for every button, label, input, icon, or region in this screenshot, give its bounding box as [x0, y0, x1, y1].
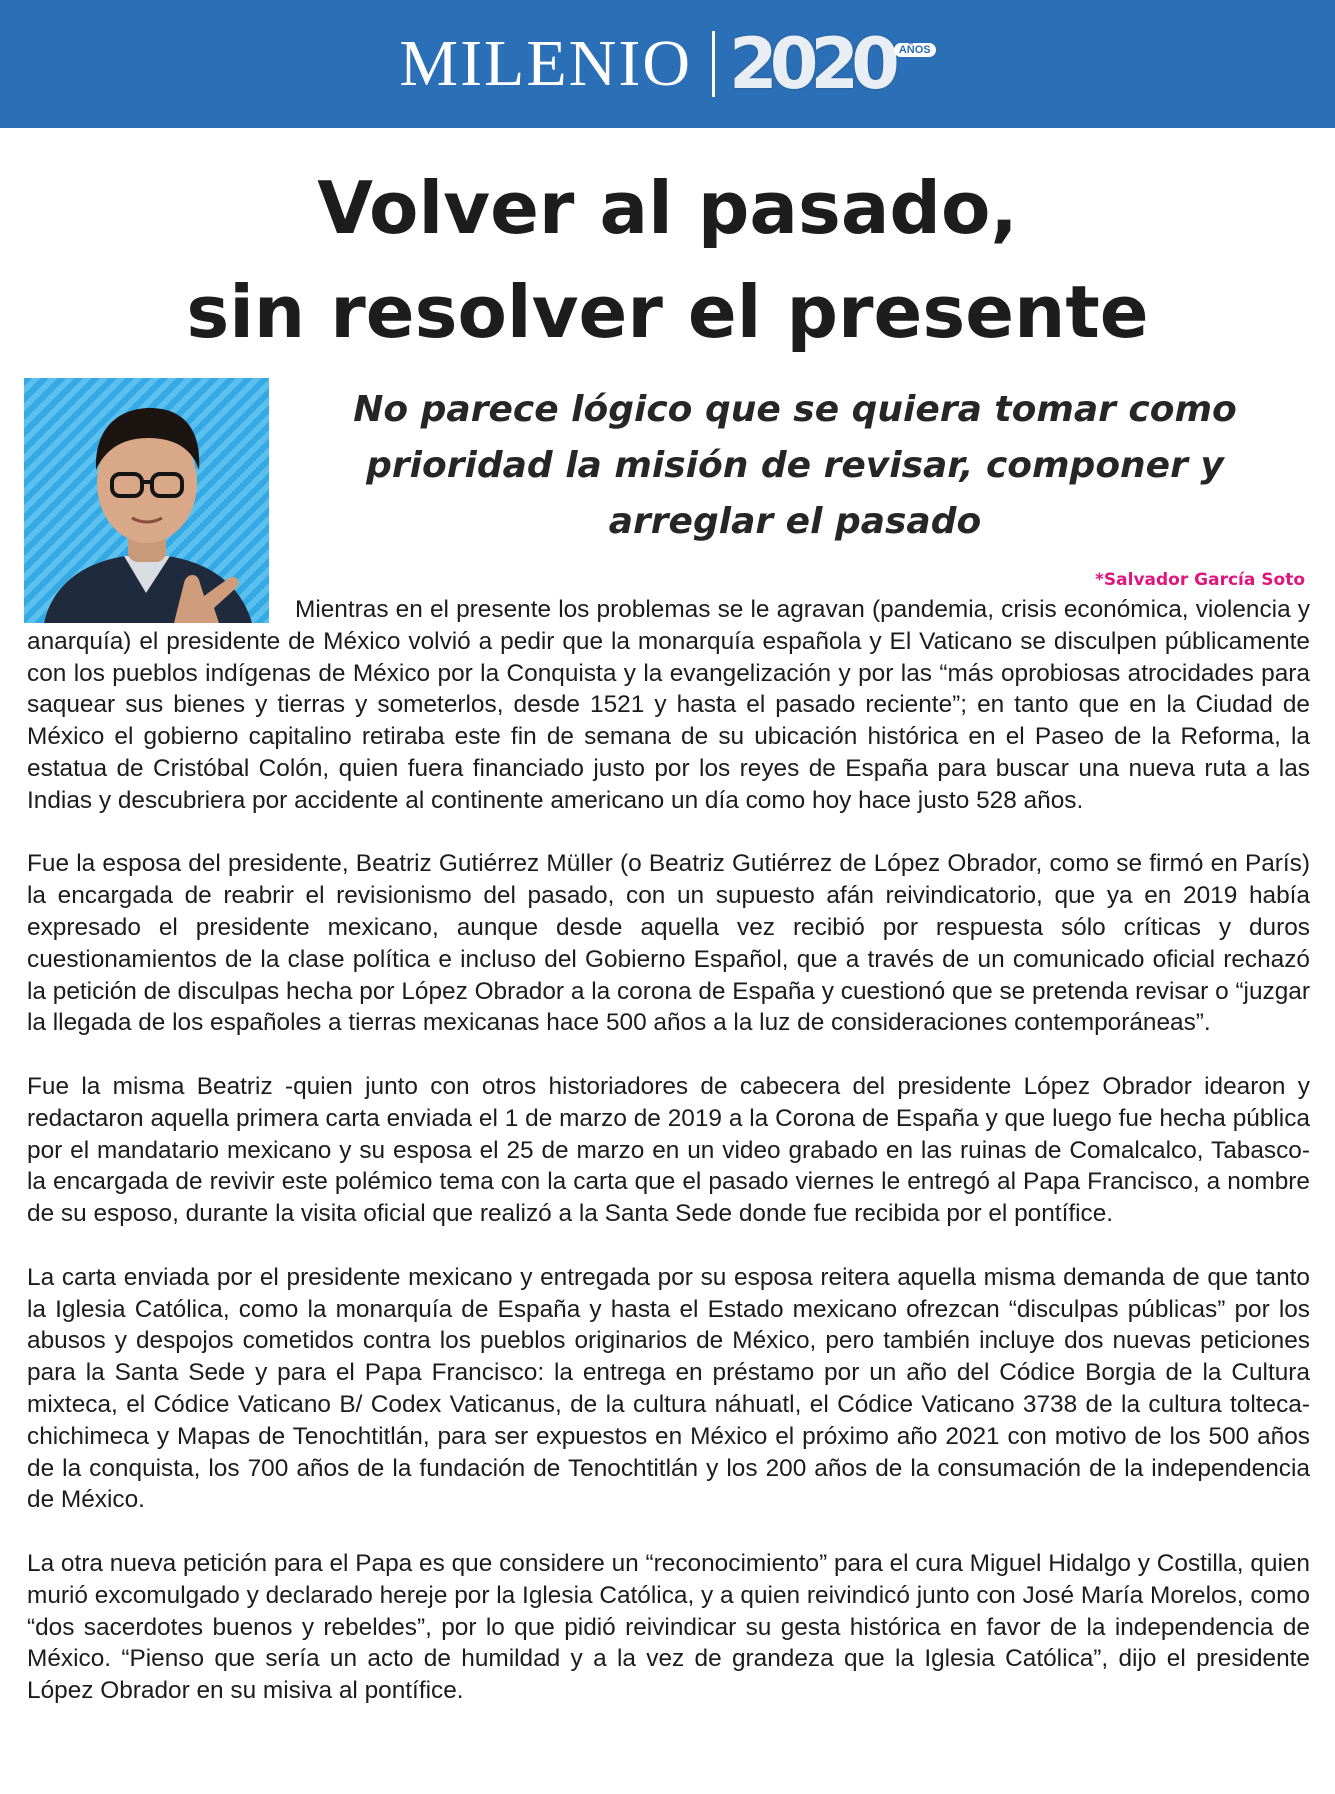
- anniversary-anos-badge: AÑOS: [894, 43, 936, 57]
- subhead-line-2: prioridad la misión de revisar, componer y: [366, 445, 1224, 486]
- paragraph-2: Fue la esposa del presidente, Beatriz Gutiérrez Müller (o Beatriz Gutiérrez de López Obrador, como se firmó en París) la encargada de reabrir el revisionismo del pasado, con un supuesto afán reivindicatorio, que ya en 2019 había expresado el presidente mexicano, aunque desde aquella vez recibió por respuesta sólo críticas y duros cuestionamientos de la clase política e incluso del Gobierno Español, que a través de un comunicado oficial rechazó la petición de disculpas hecha por López Obrador a la corona de España y cuestionó que se pretenda revisar o “juzgar la llegada de los españoles a tierras mexicanas hace 500 años a la luz de consideraciones contemporáneas”.: [27, 850, 1310, 1037]
- headline-line-2: sin resolver el presente: [186, 270, 1149, 354]
- headline-line-1: Volver al pasado,: [317, 166, 1018, 250]
- masthead-banner: [0, 0, 1335, 128]
- author-portrait-image: [24, 378, 269, 623]
- article-subheadline: [290, 382, 1300, 550]
- article-body: [27, 594, 1310, 1739]
- brand-logo-text: MILENIO: [399, 27, 692, 100]
- subhead-line-1: No parece lógico que se quiera tomar como: [353, 389, 1237, 430]
- paragraph-4: La carta enviada por el presidente mexicano y entregada por su esposa reitera aquella misma demanda de que tanto la Iglesia Católica, como la monarquía de España y hasta el Estado mexicano ofrezcan “disculpas públicas” por los abusos y despojos cometidos contra los pueblos originarios de México, pero también incluye dos nuevas peticiones para la Santa Sede y para el Papa Francisco: la entrega en préstamo por un año del Códice Borgia de la Cultura mixteca, el Códice Vaticano B/ Codex Vaticanus, de la cultura náhuatl, el Códice Vaticano 3738 de la cultura tolteca-chichimeca y Mapas de Tenochtitlán, para ser expuestos en México el próximo año 2021 con motivo de los 500 años de la conquista, los 700 años de la fundación de Tenochtitlán y los 200 años de la consumación de la independencia de México.: [27, 1263, 1310, 1514]
- paragraph-5: La otra nueva petición para el Papa es que considere un “reconocimiento” para el cura Miguel Hidalgo y Costilla, quien murió excomulgado y declarado hereje por la Iglesia Católica, y a quien reivindicó junto con José María Morelos, como “dos sacerdotes buenos y rebeldes”, por lo que pidió reivindicar su gesta histórica en favor de la independencia de México. “Pienso que sería un acto de humildad y a la vez de grandeza que la Iglesia Católica”, dijo el presidente López Obrador en su misiva al pontífice.: [27, 1549, 1310, 1705]
- author-byline: *Salvador García Soto: [1095, 570, 1305, 590]
- paragraph-1: Mientras en el presente los problemas se le agravan (pandemia, crisis económica, violencia y anarquía) el presidente de México volvió a pedir que la monarquía española y El Vaticano se disculpen públicamente con los pueblos indígenas de México por la Conquista y la evangelización y por las “más oprobiosas atrocidades para saquear sus bienes y tierras y someterlos, desde 1521 y hasta el pasado reciente”; en tanto que en la Ciudad de México el gobierno capitalino retiraba este fin de semana de su ubicación histórica en el Paseo de la Reforma, la estatua de Cristóbal Colón, quien fuera financiado justo por los reyes de España para buscar una nueva ruta a las Indias y descubriera por accidente al continente americano un día como hoy hace justo 528 años.: [27, 596, 1310, 814]
- brand-divider: [712, 31, 715, 97]
- anniversary-year-logo: 2020: [729, 23, 892, 105]
- paragraph-3: Fue la misma Beatriz -quien junto con otros historiadores de cabecera del presidente López Obrador idearon y redactaron aquella primera carta enviada el 1 de marzo de 2019 a la Corona de España y que luego fue hecha pública por el mandatario mexicano y su esposa el 25 de marzo en un video grabado en las ruinas de Comalcalco, Tabasco- la encargada de revivir este polémico tema con la carta que el pasado viernes le entregó al Papa Francisco, a nombre de su esposo, durante la visita oficial que realizó a la Santa Sede donde fue recibida por el pontífice.: [27, 1072, 1310, 1228]
- article-headline: [0, 156, 1335, 364]
- author-portrait-illustration: [24, 378, 269, 623]
- subhead-line-3: arreglar el pasado: [608, 501, 982, 542]
